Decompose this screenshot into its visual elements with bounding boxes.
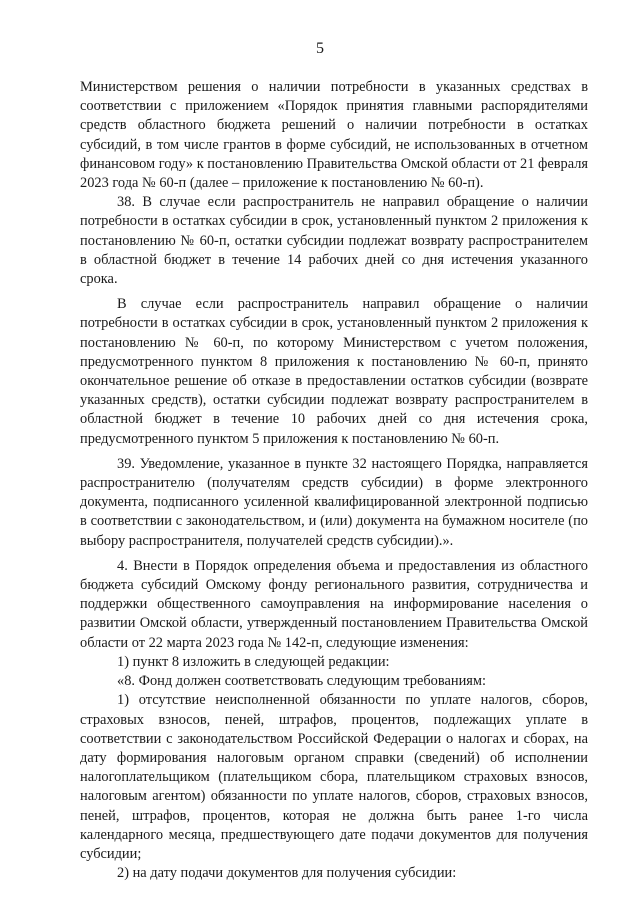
paragraph-continuation: Министерством решения о наличии потребности в указанных средствах в соответствии с приложением «Порядок принятия главными распорядителями средств областного бюджета решений о наличии потребности в остатках субсидий, в том числе грантов в форме субсидий, не использованных в отчетном финансовом году» к постановлению Правительства Омской области от 21 февраля 2023 года № 60-п (далее – приложение к постановлению № 60-п). [80, 79, 589, 192]
paragraph-clause-8: «8. Фонд должен соответствовать следующим требованиям: [117, 673, 486, 690]
paragraph-item-38: 38. В случае если распространитель не направил обращение о наличии потребности в остатках субсидии в срок, установленный пунктом 2 приложения к постановлению № 60-п, остатки субсидии подлежат возврату распространителем в областной бюджет в течение 14 рабочих дней со дня истечения указанного срока. [80, 194, 588, 288]
paragraph-subitem-1: 1) пункт 8 изложить в следующей редакции: [117, 653, 390, 670]
page-number: 5 [316, 40, 324, 57]
paragraph-item-4: 4. Внести в Порядок определения объема и предоставления из областного бюджета субсидий Омскому фонду регионального развития, сотрудничества и поддержки общественного самоуправления на информирование населения о развитии Омской области, утвержденный постановлением Правительства Омской области от 22 марта 2023 года № 142-п, следующие изменения: [80, 557, 588, 651]
paragraph-item-38-case: В случае если распространитель направил обращение о наличии потребности в остатках субсидии в срок, установленный пунктом 2 приложения к постановлению № 60-п, по которому Министерством с учетом положения, предусмотренного пунктом 8 приложения к постановлению № 60-п, принято окончательное решение об отказе в предоставлении остатков субсидии (возврате указанных средств), остатки субсидии подлежат возврату распространителем в областной бюджет в течение 10 рабочих дней со дня истечения срока, предусмотренного пунктом 5 приложения к постановлению № 60-п. [80, 296, 588, 447]
paragraph-requirement-2: 2) на дату подачи документов для получения субсидии: [117, 865, 457, 882]
paragraph-item-39: 39. Уведомление, указанное в пункте 32 настоящего Порядка, направляется распространителю (получателям средств субсидии) в форме электронного документа, подписанного усиленной квалифицированной электронной подписью в соответствии с законодательством, и (или) документа на бумажном носителе (по выбору распространителя, получателей средств субсидии).». [80, 455, 588, 549]
paragraph-requirement-1: 1) отсутствие неисполненной обязанности по уплате налогов, сборов, страховых взносов, пеней, штрафов, процентов, подлежащих уплате в соответствии с законодательством Российской Федерации о налогах и сборах, на дату формирования налоговым органом справки (сведений) об исполнении налогоплательщиком (плательщиком сбора, плательщиком страховых взносов, налоговым агентом) обязанности по уплате налогов, сборов, страховых взносов, пеней, штрафов, процентов, которая не должна быть ранее 1-го числа календарного месяца, предшествующего дате подачи документов для получения субсидии; [80, 692, 588, 862]
document-body [80, 78, 588, 883]
